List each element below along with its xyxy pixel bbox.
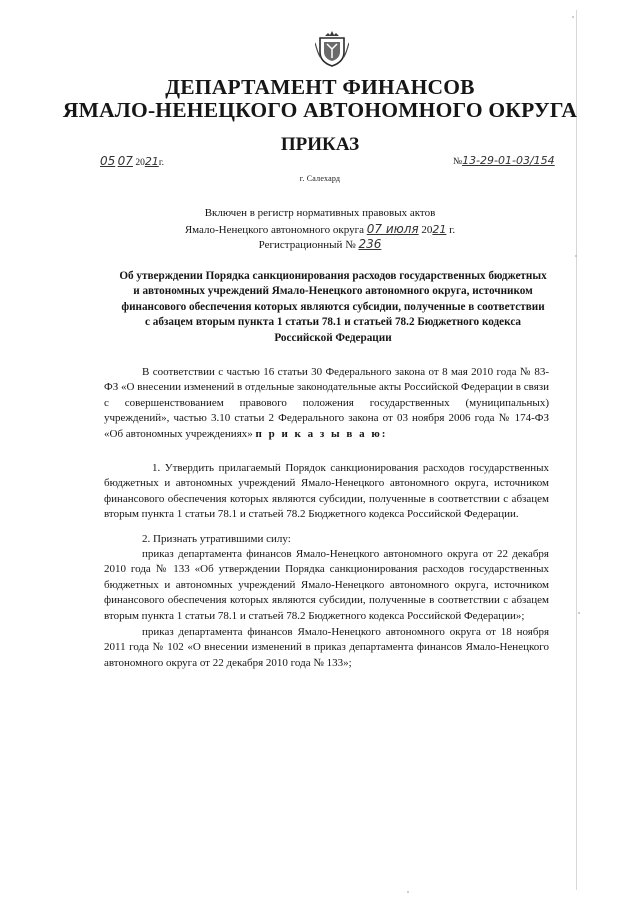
number-sign: № [453, 157, 463, 167]
city-label: г. Салехард [299, 174, 341, 183]
registry-line2 [0, 222, 640, 236]
item2-text: 2. Признать утратившими силу: [142, 533, 291, 545]
registry-number-label: Регистрационный № [258, 239, 356, 251]
date-day: 05 [100, 154, 116, 168]
registry-region: Ямало-Ненецкого автономного округа [184, 224, 365, 236]
date-suffix: г. [158, 158, 165, 168]
scan-speck [572, 16, 574, 18]
department-title-line2: ЯМАЛО-НЕНЕЦКОГО АВТОНОМНОГО ОКРУГА [62, 98, 578, 122]
item2-b-paragraph [104, 625, 549, 671]
scan-speck [578, 612, 580, 614]
registry-line3 [0, 237, 640, 251]
registry-suffix: г. [449, 224, 456, 236]
coat-of-arms-emblem [315, 27, 349, 67]
department-title-line1: ДЕПАРТАМЕНТ ФИНАНСОВ [165, 75, 475, 99]
date-month: 07 [117, 154, 133, 168]
registry-year-prefix: 20 [421, 224, 433, 236]
item2-b-text: приказ департамента финансов Ямало-Ненецкого автономного округа от 18 ноября 2011 года № 102 «О внесении изменений в приказ департамента финансов Ямало-Ненецкого автономного округа от 22 декабря 2010 года № 133»; [104, 626, 549, 669]
item2-a-text: приказ департамента финансов Ямало-Ненецкого автономного округа от 22 декабря 2010 года № 133 «Об утверждении Порядка санкционирования расходов государственных бюджетных и автономных учреждений Ямало-Ненецкого автономного округа, источником финансового обеспечения которых являются субсидии, полученные в соответствии с абзацем вторым пункта 1 статьи 78.1 и статьей 78.2 Бюджетного кодекса Российской Федерации»; [104, 548, 549, 622]
registry-line1: Включен в регистр нормативных правовых актов [204, 207, 436, 219]
item2-a-paragraph [104, 547, 549, 624]
item1-paragraph [104, 461, 549, 523]
scan-speck [407, 891, 409, 893]
date-year: 21 [144, 155, 159, 168]
order-number [453, 154, 555, 167]
order-word: п р и к а з ы в а ю: [255, 427, 388, 440]
order-date [100, 154, 164, 168]
item1-text: 1. Утвердить прилагаемый Порядок санкционирования расходов государственных бюджетных и автономных учреждений Ямало-Ненецкого автономного округа, источником финансового обеспечения которых являются субсидии, полученные в соответствии с абзацем вторым пункта 1 статьи 78.1 и статьей 78.2 Бюджетного кодекса Российской Федерации. [104, 462, 549, 521]
order-subject: Об утверждении Порядка санкционирования расходов государственных бюджетных и автономных учреждений Ямало-Ненецкого автономного округа, источником финансового обеспечения которых являются субсидии, полученные в соответствии с абзацем вторым пункта 1 статьи 78.1 и статьей 78.2 Бюджетного кодекса Российской Федерации [119, 270, 547, 344]
date-year-prefix: 20 [135, 158, 145, 168]
document-type: ПРИКАЗ [280, 134, 360, 155]
preamble-text: В соответствии с частью 16 статьи 30 Федерального закона от 8 мая 2010 года № 83-ФЗ «О внесении изменений в отдельные законодательные акты Российской Федерации в связи с совершенствованием правового положения государственных (муниципальных) учреждений», частью 3.10 статьи 2 Федерального закона от 03 ноября 2006 года № 174-ФЗ «Об автономных учреждениях» [104, 366, 549, 440]
item2-heading [104, 532, 549, 547]
registry-date: 07 июля [366, 222, 419, 236]
preamble-paragraph [104, 365, 549, 442]
scan-speck [575, 255, 577, 257]
number-value: 13-29-01-03/154 [462, 154, 555, 167]
registry-number-value: 236 [358, 237, 382, 251]
registry-year: 21 [432, 223, 447, 236]
